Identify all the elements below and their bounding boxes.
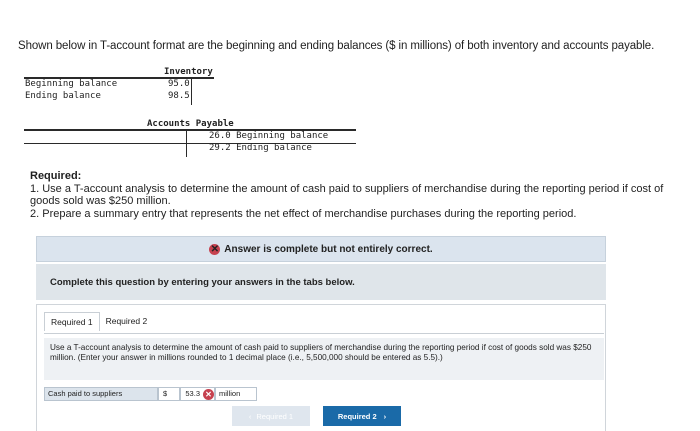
accounts-payable-ending	[209, 143, 312, 153]
tab-required-1[interactable]: Required 1	[44, 312, 100, 331]
accounts-payable-beginning-value: 26.0	[209, 131, 231, 141]
intro-text: Shown below in T-account format are the beginning and ending balances ($ in millions) of both inventory and accounts payable.	[18, 40, 655, 52]
chevron-right-icon: ›	[383, 411, 387, 421]
accounts-payable-ending-value: 29.2	[209, 143, 231, 153]
inventory-divider	[191, 78, 192, 105]
accounts-payable-beginning-label: Beginning balance	[236, 131, 329, 141]
inventory-beginning-label: Beginning balance	[25, 79, 118, 89]
accounts-payable-title: Accounts Payable	[147, 119, 234, 129]
required-section	[30, 170, 670, 220]
tab-divider	[44, 333, 604, 334]
answer-status-text: Answer is complete but not entirely correct.	[224, 243, 433, 255]
inventory-beginning-value: 95.0	[168, 79, 190, 89]
question-instruction: Use a T-account analysis to determine the amount of cash paid to suppliers of merchandise during the reporting period if cost of goods sold was $250 million. (Enter your answer in millions rounded to 1 decimal place (i.e., 5,500,000 should be entered as 5.5).)	[44, 338, 604, 380]
answer-row-label: Cash paid to suppliers	[44, 387, 158, 401]
unit-label: million	[215, 387, 257, 401]
next-tab-button[interactable]	[323, 406, 401, 426]
incorrect-x-icon: ✕	[203, 389, 214, 400]
inventory-ending-label: Ending balance	[25, 91, 101, 101]
inventory-ending-value: 98.5	[168, 91, 190, 101]
answer-status-banner	[36, 236, 606, 262]
previous-tab-label: Required 1	[256, 411, 294, 421]
next-tab-label: Required 2	[337, 411, 377, 421]
instructions-banner-text: Complete this question by entering your answers in the tabs below.	[50, 276, 355, 288]
accounts-payable-ending-label: Ending balance	[236, 143, 312, 153]
x-circle-icon: ✕	[210, 243, 219, 255]
cash-paid-value: 53.3	[185, 389, 200, 398]
instructions-banner	[36, 264, 606, 300]
tab-required-2[interactable]: Required 2	[105, 316, 148, 326]
tab-bar	[44, 312, 153, 331]
required-heading: Required:	[30, 170, 82, 182]
inventory-title: Inventory	[164, 67, 213, 77]
accounts-payable-beginning	[209, 131, 328, 141]
required-item-1: 1. Use a T-account analysis to determine the amount of cash paid to suppliers of merchandise during the reporting period if cost of goods sold was $250 million.	[30, 182, 664, 207]
previous-tab-button[interactable]	[232, 406, 310, 426]
required-item-2: 2. Prepare a summary entry that represents the net effect of merchandise purchases during the reporting period.	[30, 207, 577, 220]
chevron-left-icon: ‹	[248, 411, 252, 421]
currency-symbol: $	[158, 387, 180, 401]
